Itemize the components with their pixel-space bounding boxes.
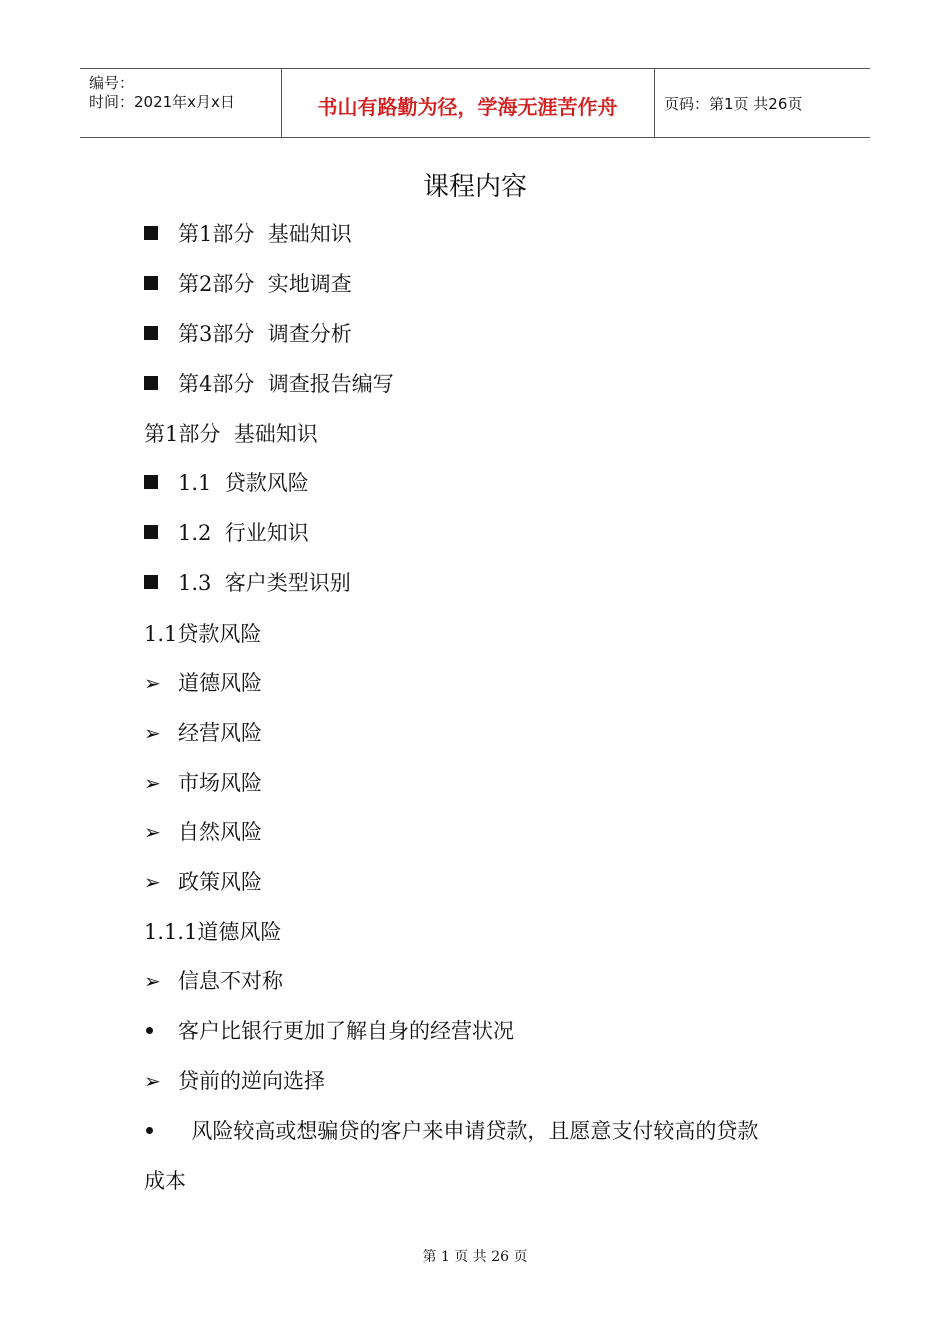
content-line-text: 1.3 客户类型识别: [178, 571, 351, 595]
content-line: [144, 1117, 758, 1145]
arrow-glyph: ➢: [144, 820, 161, 844]
content-line: [144, 1067, 325, 1095]
arrow-glyph: ➢: [144, 671, 161, 695]
page-title: 课程内容: [422, 172, 527, 202]
square-bullet-icon: [144, 519, 178, 547]
arrow-bullet-icon: [144, 719, 178, 747]
content-line-text: 信息不对称: [178, 969, 283, 993]
square-bullet-icon: [144, 220, 178, 248]
header-left-cell: [80, 69, 282, 137]
arrow-bullet-icon: [144, 669, 178, 697]
content-line: [144, 719, 262, 747]
content-line: [144, 769, 262, 797]
header-right-cell: [655, 69, 870, 137]
content-line-text: 贷前的逆向选择: [178, 1069, 325, 1093]
square-bullet-icon: [144, 320, 178, 348]
content-line-text: 第2部分 实地调查: [178, 272, 352, 296]
arrow-bullet-icon: [144, 769, 178, 797]
content-line-text: 客户比银行更加了解自身的经营状况: [178, 1019, 514, 1043]
arrow-bullet-icon: [144, 1067, 178, 1095]
content-line: [144, 967, 283, 995]
content-line-text: 1.1贷款风险: [144, 622, 262, 646]
content-line: [144, 569, 351, 597]
content-line: [144, 469, 309, 497]
arrow-bullet-icon: [144, 967, 178, 995]
header-page-info: 页码：第1页 共26页: [664, 95, 803, 113]
content-line: [144, 669, 262, 697]
content-line: [144, 370, 394, 398]
header-motto-cell: [281, 69, 655, 137]
content-line: [144, 320, 352, 348]
content-line: [144, 1167, 186, 1195]
content-line-text: 第4部分 调查报告编写: [178, 372, 394, 396]
content-line-text: 市场风险: [178, 771, 262, 795]
square-bullet-shape: [144, 276, 158, 290]
content-line-text: 1.1.1道德风险: [144, 920, 282, 944]
content-line-text: 自然风险: [178, 820, 262, 844]
content-line-text: 1.2 行业知识: [178, 521, 309, 545]
arrow-bullet-icon: [144, 818, 178, 846]
content-line-text: 政策风险: [178, 870, 262, 894]
document-time-label: 时间：2021年x月x日: [89, 93, 235, 111]
arrow-bullet-icon: [144, 868, 178, 896]
content-line: [144, 818, 262, 846]
content-line: [144, 868, 262, 896]
square-bullet-icon: [144, 569, 178, 597]
header-motto: 书山有路勤为径，学海无涯苦作舟: [317, 95, 618, 119]
content-line-text: 道德风险: [178, 671, 262, 695]
content-line-text: 第3部分 调查分析: [178, 322, 352, 346]
page-footer: 第 1 页 共 26 页: [422, 1249, 528, 1265]
dot-bullet-icon: [144, 1117, 178, 1145]
content-line-text: 经营风险: [178, 721, 262, 745]
square-bullet-icon: [144, 469, 178, 497]
content-line-text: 成本: [144, 1169, 186, 1193]
arrow-glyph: ➢: [144, 969, 161, 993]
content-line: [144, 620, 261, 648]
content-line: [144, 918, 281, 946]
content-line-text: 1.1 贷款风险: [178, 471, 309, 495]
dot-bullet-shape: [146, 1027, 153, 1034]
content-line: [144, 1017, 514, 1045]
square-bullet-shape: [144, 575, 158, 589]
content-line: [144, 519, 309, 547]
square-bullet-shape: [144, 226, 158, 240]
document-number-label: 编号：: [89, 74, 135, 92]
content-line-text: 第1部分 基础知识: [144, 422, 318, 446]
square-bullet-shape: [144, 376, 158, 390]
content-line: [144, 220, 352, 248]
content-line: [144, 270, 352, 298]
page-header: [80, 68, 870, 138]
arrow-glyph: ➢: [144, 771, 161, 795]
square-bullet-shape: [144, 525, 158, 539]
content-line-text: 风险较高或想骗贷的客户来申请贷款，且愿意支付较高的贷款: [178, 1119, 759, 1143]
arrow-glyph: ➢: [144, 1069, 161, 1093]
dot-bullet-icon: [144, 1017, 178, 1045]
square-bullet-shape: [144, 326, 158, 340]
arrow-glyph: ➢: [144, 721, 161, 745]
content-line: [144, 420, 318, 448]
square-bullet-shape: [144, 475, 158, 489]
arrow-glyph: ➢: [144, 870, 161, 894]
dot-bullet-shape: [146, 1127, 153, 1134]
content-line-text: 第1部分 基础知识: [178, 222, 352, 246]
square-bullet-icon: [144, 270, 178, 298]
square-bullet-icon: [144, 370, 178, 398]
